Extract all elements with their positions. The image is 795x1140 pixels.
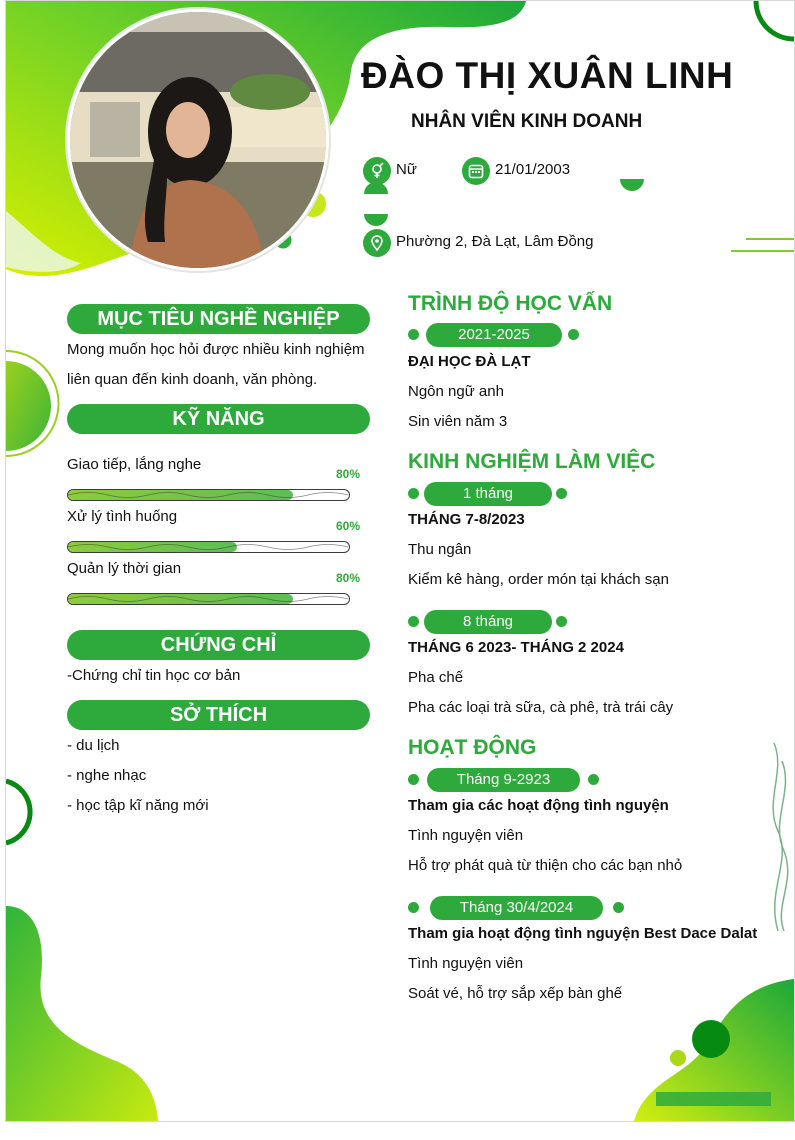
experience-duration: 8 tháng [424, 610, 552, 634]
timeline-dot [556, 488, 567, 499]
skill-label: Quản lý thời gian [67, 560, 182, 577]
timeline-dot [408, 902, 419, 913]
activities-heading: HOẠT ĐỘNG [408, 736, 537, 759]
skill-percent: 80% [336, 571, 361, 585]
hobby-item: - nghe nhạc [67, 767, 147, 784]
activity-date: Tháng 30/4/2024 [430, 896, 603, 920]
activity-description: Hỗ trợ phát quà từ thiện cho các bạn nhỏ [408, 857, 683, 874]
skill-bar [67, 593, 350, 605]
experience-heading: KINH NGHIỆM LÀM VIỆC [408, 450, 656, 473]
school-name: ĐẠI HỌC ĐÀ LẠT [408, 353, 531, 370]
timeline-dot [588, 774, 599, 785]
objective-heading: MỤC TIÊU NGHỀ NGHIỆP [67, 304, 370, 334]
certificate-item: -Chứng chỉ tin học cơ bản [67, 667, 241, 684]
activity-role: Tình nguyện viên [408, 827, 524, 844]
hobbies-heading: SỞ THÍCH [67, 700, 370, 730]
activity-title: Tham gia hoạt động tình nguyện Best Dace Dalat [408, 925, 758, 942]
address-value: Phường 2, Đà Lạt, Lâm Đồng [396, 233, 594, 250]
timeline-dot [408, 616, 419, 627]
calendar-icon [462, 157, 490, 185]
certificates-heading: CHỨNG CHỈ [67, 630, 370, 660]
location-icon [363, 229, 391, 257]
birthdate-value: 21/01/2003 [495, 161, 571, 178]
experience-period: THÁNG 6 2023- THÁNG 2 2024 [408, 639, 624, 656]
cv-page [5, 0, 795, 1122]
education-heading: TRÌNH ĐỘ HỌC VẤN [408, 292, 613, 315]
major: Ngôn ngữ anh [408, 383, 504, 400]
job-title: NHÂN VIÊN KINH DOANH [411, 111, 643, 132]
objective-line: Mong muốn học hỏi được nhiều kinh nghiệm [67, 341, 365, 358]
experience-description: Kiểm kê hàng, order món tại khách sạn [408, 571, 669, 588]
timeline-dot [613, 902, 624, 913]
hobby-item: - du lịch [67, 737, 120, 754]
skills-heading: KỸ NĂNG [67, 404, 370, 434]
timeline-dot [408, 774, 419, 785]
timeline-dot [408, 488, 419, 499]
experience-period: THÁNG 7-8/2023 [408, 511, 525, 528]
timeline-dot [556, 616, 567, 627]
profile-photo [70, 12, 326, 268]
activity-date: Tháng 9-2923 [427, 768, 580, 792]
timeline-dot [408, 329, 419, 340]
experience-description: Pha các loại trà sữa, cà phê, trà trái cây [408, 699, 674, 716]
skill-percent: 60% [336, 519, 361, 533]
skill-label: Giao tiếp, lắng nghe [67, 456, 202, 473]
objective-line: liên quan đến kinh doanh, văn phòng. [67, 371, 318, 388]
hobby-item: - học tập kĩ năng mới [67, 797, 209, 814]
skill-bar [67, 489, 350, 501]
experience-position: Pha chế [408, 669, 464, 686]
activity-title: Tham gia các hoạt động tình nguyện [408, 797, 669, 814]
experience-position: Thu ngân [408, 541, 472, 558]
gender-icon [363, 157, 391, 185]
education-period: 2021-2025 [426, 323, 562, 347]
skill-percent: 80% [336, 467, 361, 481]
experience-duration: 1 tháng [424, 482, 552, 506]
skill-bar [67, 541, 350, 553]
skill-label: Xử lý tình huống [67, 508, 178, 525]
gender-value: Nữ [396, 161, 417, 178]
timeline-dot [568, 329, 579, 340]
activity-description: Soát vé, hỗ trợ sắp xếp bàn ghế [408, 985, 623, 1002]
full-name: ĐÀO THỊ XUÂN LINH [361, 55, 734, 96]
activity-role: Tình nguyện viên [408, 955, 524, 972]
study-status: Sin viên năm 3 [408, 413, 508, 430]
